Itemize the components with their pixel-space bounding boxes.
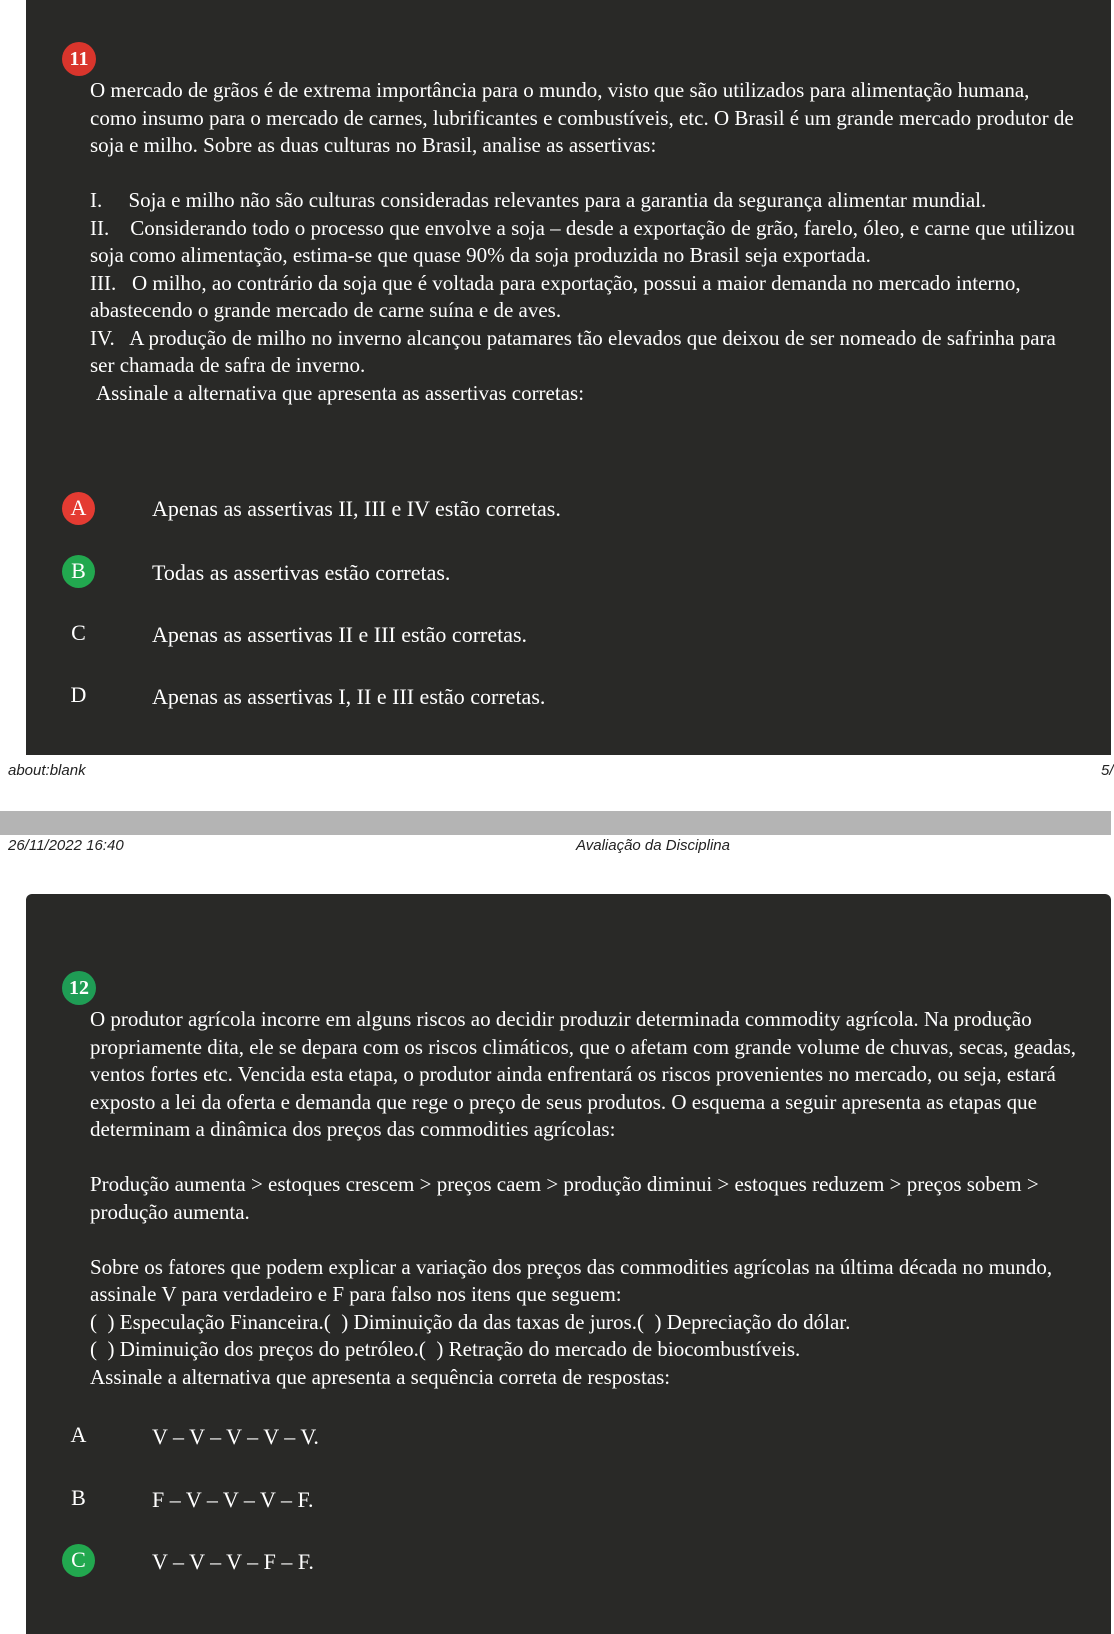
page-footer-url: about:blank (8, 762, 86, 779)
question-prompt: Assinale a alternativa que apresenta a sequência correta de respostas: (90, 1364, 671, 1389)
page-footer-number: 5/ (1101, 762, 1114, 779)
question-card-12 (26, 894, 1111, 1634)
question-number-badge: 12 (62, 971, 96, 1005)
option-letter-b: B (71, 1485, 86, 1510)
question-stem (90, 77, 1081, 407)
page-header-title: Avaliação da Disciplina (576, 837, 730, 854)
question-card-11 (26, 0, 1111, 755)
price-scheme: Produção aumenta > estoques crescem > preços caem > produção diminui > estoques reduzem > preços sobem > produção aumenta. (90, 1172, 1039, 1224)
question-number-badge: 11 (62, 42, 96, 76)
option-text-b: F – V – V – V – F. (152, 1487, 314, 1512)
items-line-2: ( ) Diminuição dos preços do petróleo.( ) Retração do mercado de biocombustíveis. (90, 1337, 801, 1361)
option-text-a: V – V – V – V – V. (152, 1424, 319, 1449)
option-letter-c: C (62, 1544, 95, 1577)
assertive-item-1: I. Soja e milho não são culturas consideradas relevantes para a garantia da segurança alimentar mundial. (90, 188, 987, 212)
page-separator (0, 811, 1111, 835)
question-stem (90, 1006, 1077, 1391)
option-text-c: V – V – V – F – F. (152, 1549, 314, 1574)
option-letter-a: A (70, 1422, 87, 1447)
option-text-a: Apenas as assertivas II, III e IV estão corretas. (152, 496, 561, 521)
option-text-d: Apenas as assertivas I, II e III estão corretas. (152, 684, 546, 709)
factors-instruction: Sobre os fatores que podem explicar a variação dos preços das commodities agrícolas na última década no mundo, assinale V para verdadeiro e F para falso nos itens que seguem: (90, 1254, 1053, 1306)
stem-intro: O produtor agrícola incorre em alguns riscos ao decidir produzir determinada commodity agrícola. Na produção propriamente dita, ele se depara com os riscos climáticos, que o afetam com grande volume de chuvas, secas, geadas, ventos fortes etc. Vencida esta etapa, o produtor ainda enfrentará os riscos provenientes no mercado, ou seja, estará exposto a lei da oferta e demanda que rege o preço de seus produtos. O esquema a seguir apresenta as etapas que determinam a dinâmica dos preços das commodities agrícolas: (90, 1007, 1077, 1141)
assertive-item-2: II. Considerando todo o processo que envolve a soja – desde a exportação de grão, farelo, óleo, e carne que utilizou soja como alimentação, estima-se que quase 90% da soja produzida no Brasil seja exportada. (90, 215, 1081, 267)
assertive-item-4: IV. A produção de milho no inverno alcançou patamares tão elevados que deixou de ser nomeado de safrinha para ser chamada de safra de inverno. (90, 325, 1062, 377)
question-prompt: Assinale a alternativa que apresenta as assertivas corretas: (96, 380, 585, 405)
option-letter-b: B (62, 555, 95, 588)
option-letter-a: A (62, 492, 95, 525)
option-text-b: Todas as assertivas estão corretas. (152, 560, 451, 585)
option-letter-d: D (70, 682, 87, 707)
stem-intro: O mercado de grãos é de extrema importância para o mundo, visto que são utilizados para alimentação humana, como insumo para o mercado de carnes, lubrificantes e combustíveis, etc. O Brasil é um grande mercado produtor de soja e milho. Sobre as duas culturas no Brasil, analise as assertivas: (90, 78, 1074, 157)
option-text-c: Apenas as assertivas II e III estão corretas. (152, 622, 528, 647)
assertive-item-3: III. O milho, ao contrário da soja que é voltada para exportação, possui a maior demanda no mercado interno, abastecendo o grande mercado de carne suína e de aves. (90, 270, 1026, 322)
items-line-1: ( ) Especulação Financeira.( ) Diminuição da das taxas de juros.( ) Depreciação do dólar. (90, 1309, 851, 1334)
page-header-datetime: 26/11/2022 16:40 (8, 837, 124, 854)
option-letter-c: C (71, 620, 86, 645)
